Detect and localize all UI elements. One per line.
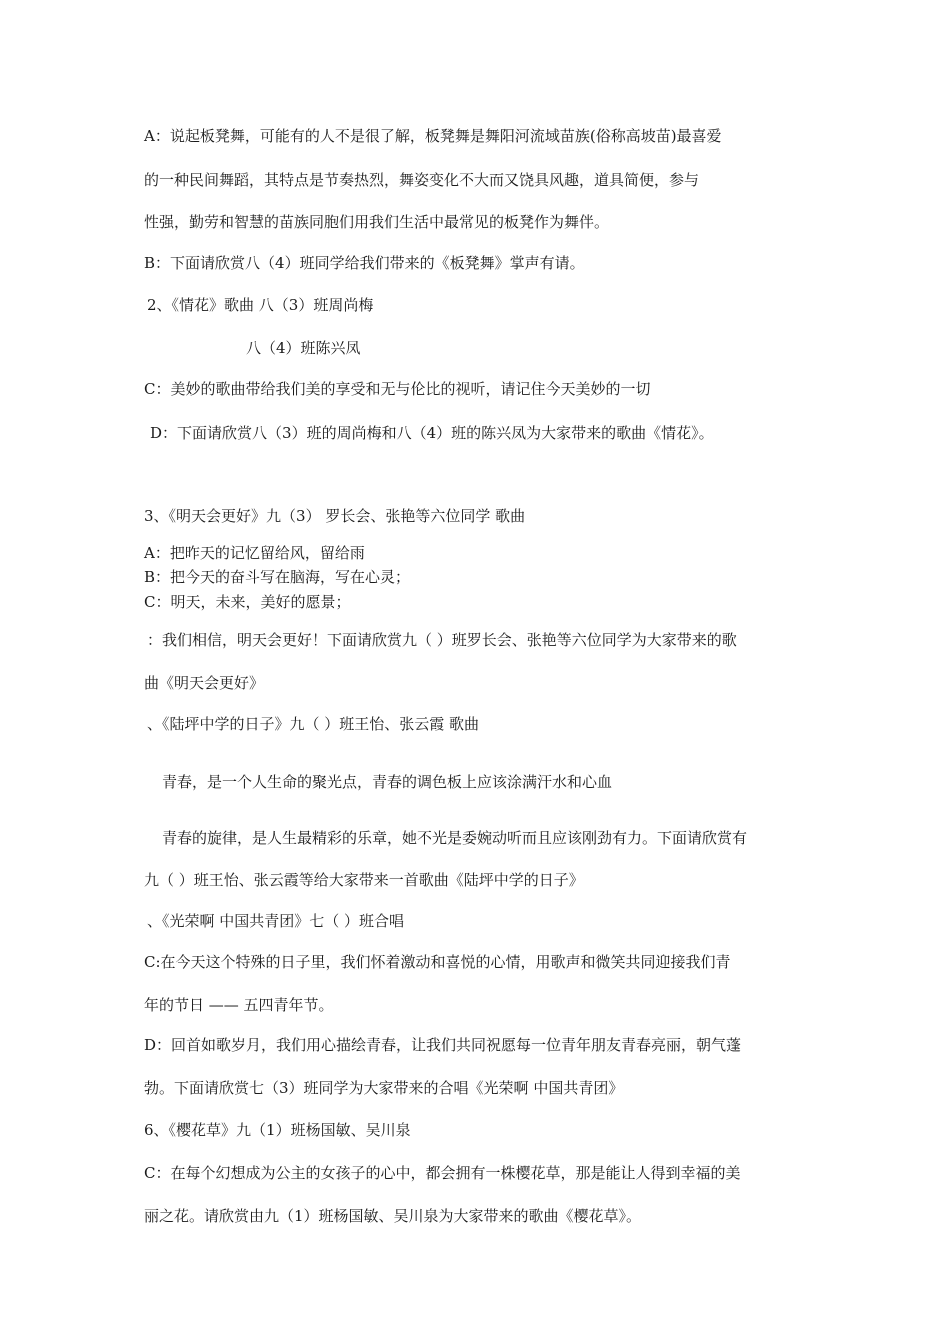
text-line: 、《光荣啊 中国共青团》七（ ）班合唱	[147, 912, 405, 930]
text-line: ：我们相信，明天会更好！下面请欣赏九（ ）班罗长会、张艳等六位同学为大家带来的歌	[147, 631, 737, 649]
text-line: C：在每个幻想成为公主的女孩子的心中，都会拥有一株樱花草，那是能让人得到幸福的美	[144, 1164, 741, 1182]
text-line: 的一种民间舞蹈，其特点是节奏热烈，舞姿变化不大而又饶具风趣，道具简便，参与	[144, 171, 700, 189]
text-line: 2、《情花》歌曲 八（3）班周尚梅	[147, 296, 374, 314]
text-line: D：回首如歌岁月，我们用心描绘青春，让我们共同祝愿每一位青年朋友青春亮丽，朝气蓬	[144, 1036, 742, 1054]
text-line: A：把昨天的记忆留给风，留给雨	[144, 544, 365, 562]
text-line: A：说起板凳舞，可能有的人不是很了解，板凳舞是舞阳河流域苗族(俗称高坡苗)最喜爱	[144, 127, 722, 145]
text-line: 曲《明天会更好》	[144, 674, 265, 692]
text-line: 丽之花。请欣赏由九（1）班杨国敏、吴川泉为大家带来的歌曲《樱花草》。	[144, 1207, 642, 1225]
text-line: 勃。下面请欣赏七（3）班同学为大家带来的合唱《光荣啊 中国共青团》	[144, 1079, 624, 1097]
text-line: 青春，是一个人生命的聚光点，青春的调色板上应该涂满汗水和心血	[162, 773, 613, 791]
text-line: 年的节日 —— 五四青年节。	[144, 996, 334, 1014]
text-line: C:在今天这个特殊的日子里，我们怀着激动和喜悦的心情，用歌声和微笑共同迎接我们青	[144, 953, 731, 971]
text-line: C：美妙的歌曲带给我们美的享受和无与伦比的视听，请记住今天美妙的一切	[144, 380, 651, 398]
text-line: 、《陆坪中学的日子》九（ ）班王怡、张云霞 歌曲	[147, 715, 480, 733]
text-line: 九（ ）班王怡、张云霞等给大家带来一首歌曲《陆坪中学的日子》	[144, 871, 584, 889]
text-line: C：明天，未来，美好的愿景；	[144, 593, 351, 611]
text-line: D：下面请欣赏八（3）班的周尚梅和八（4）班的陈兴凤为大家带来的歌曲《情花》。	[150, 424, 714, 442]
text-line: 八（4）班陈兴凤	[246, 339, 361, 357]
text-line: B：把今天的奋斗写在脑海，写在心灵；	[144, 568, 411, 586]
text-line: 3、《明天会更好》九（3） 罗长会、张艳等六位同学 歌曲	[144, 507, 526, 525]
text-line: 性强，勤劳和智慧的苗族同胞们用我们生活中最常见的板凳作为舞伴。	[144, 213, 610, 231]
text-line: 6、《樱花草》九（1）班杨国敏、吴川泉	[144, 1121, 411, 1139]
text-line: B：下面请欣赏八（4）班同学给我们带来的《板凳舞》掌声有请。	[144, 254, 585, 272]
text-line: 青春的旋律，是人生最精彩的乐章，她不光是委婉动听而且应该刚劲有力。下面请欣赏有	[162, 829, 748, 847]
